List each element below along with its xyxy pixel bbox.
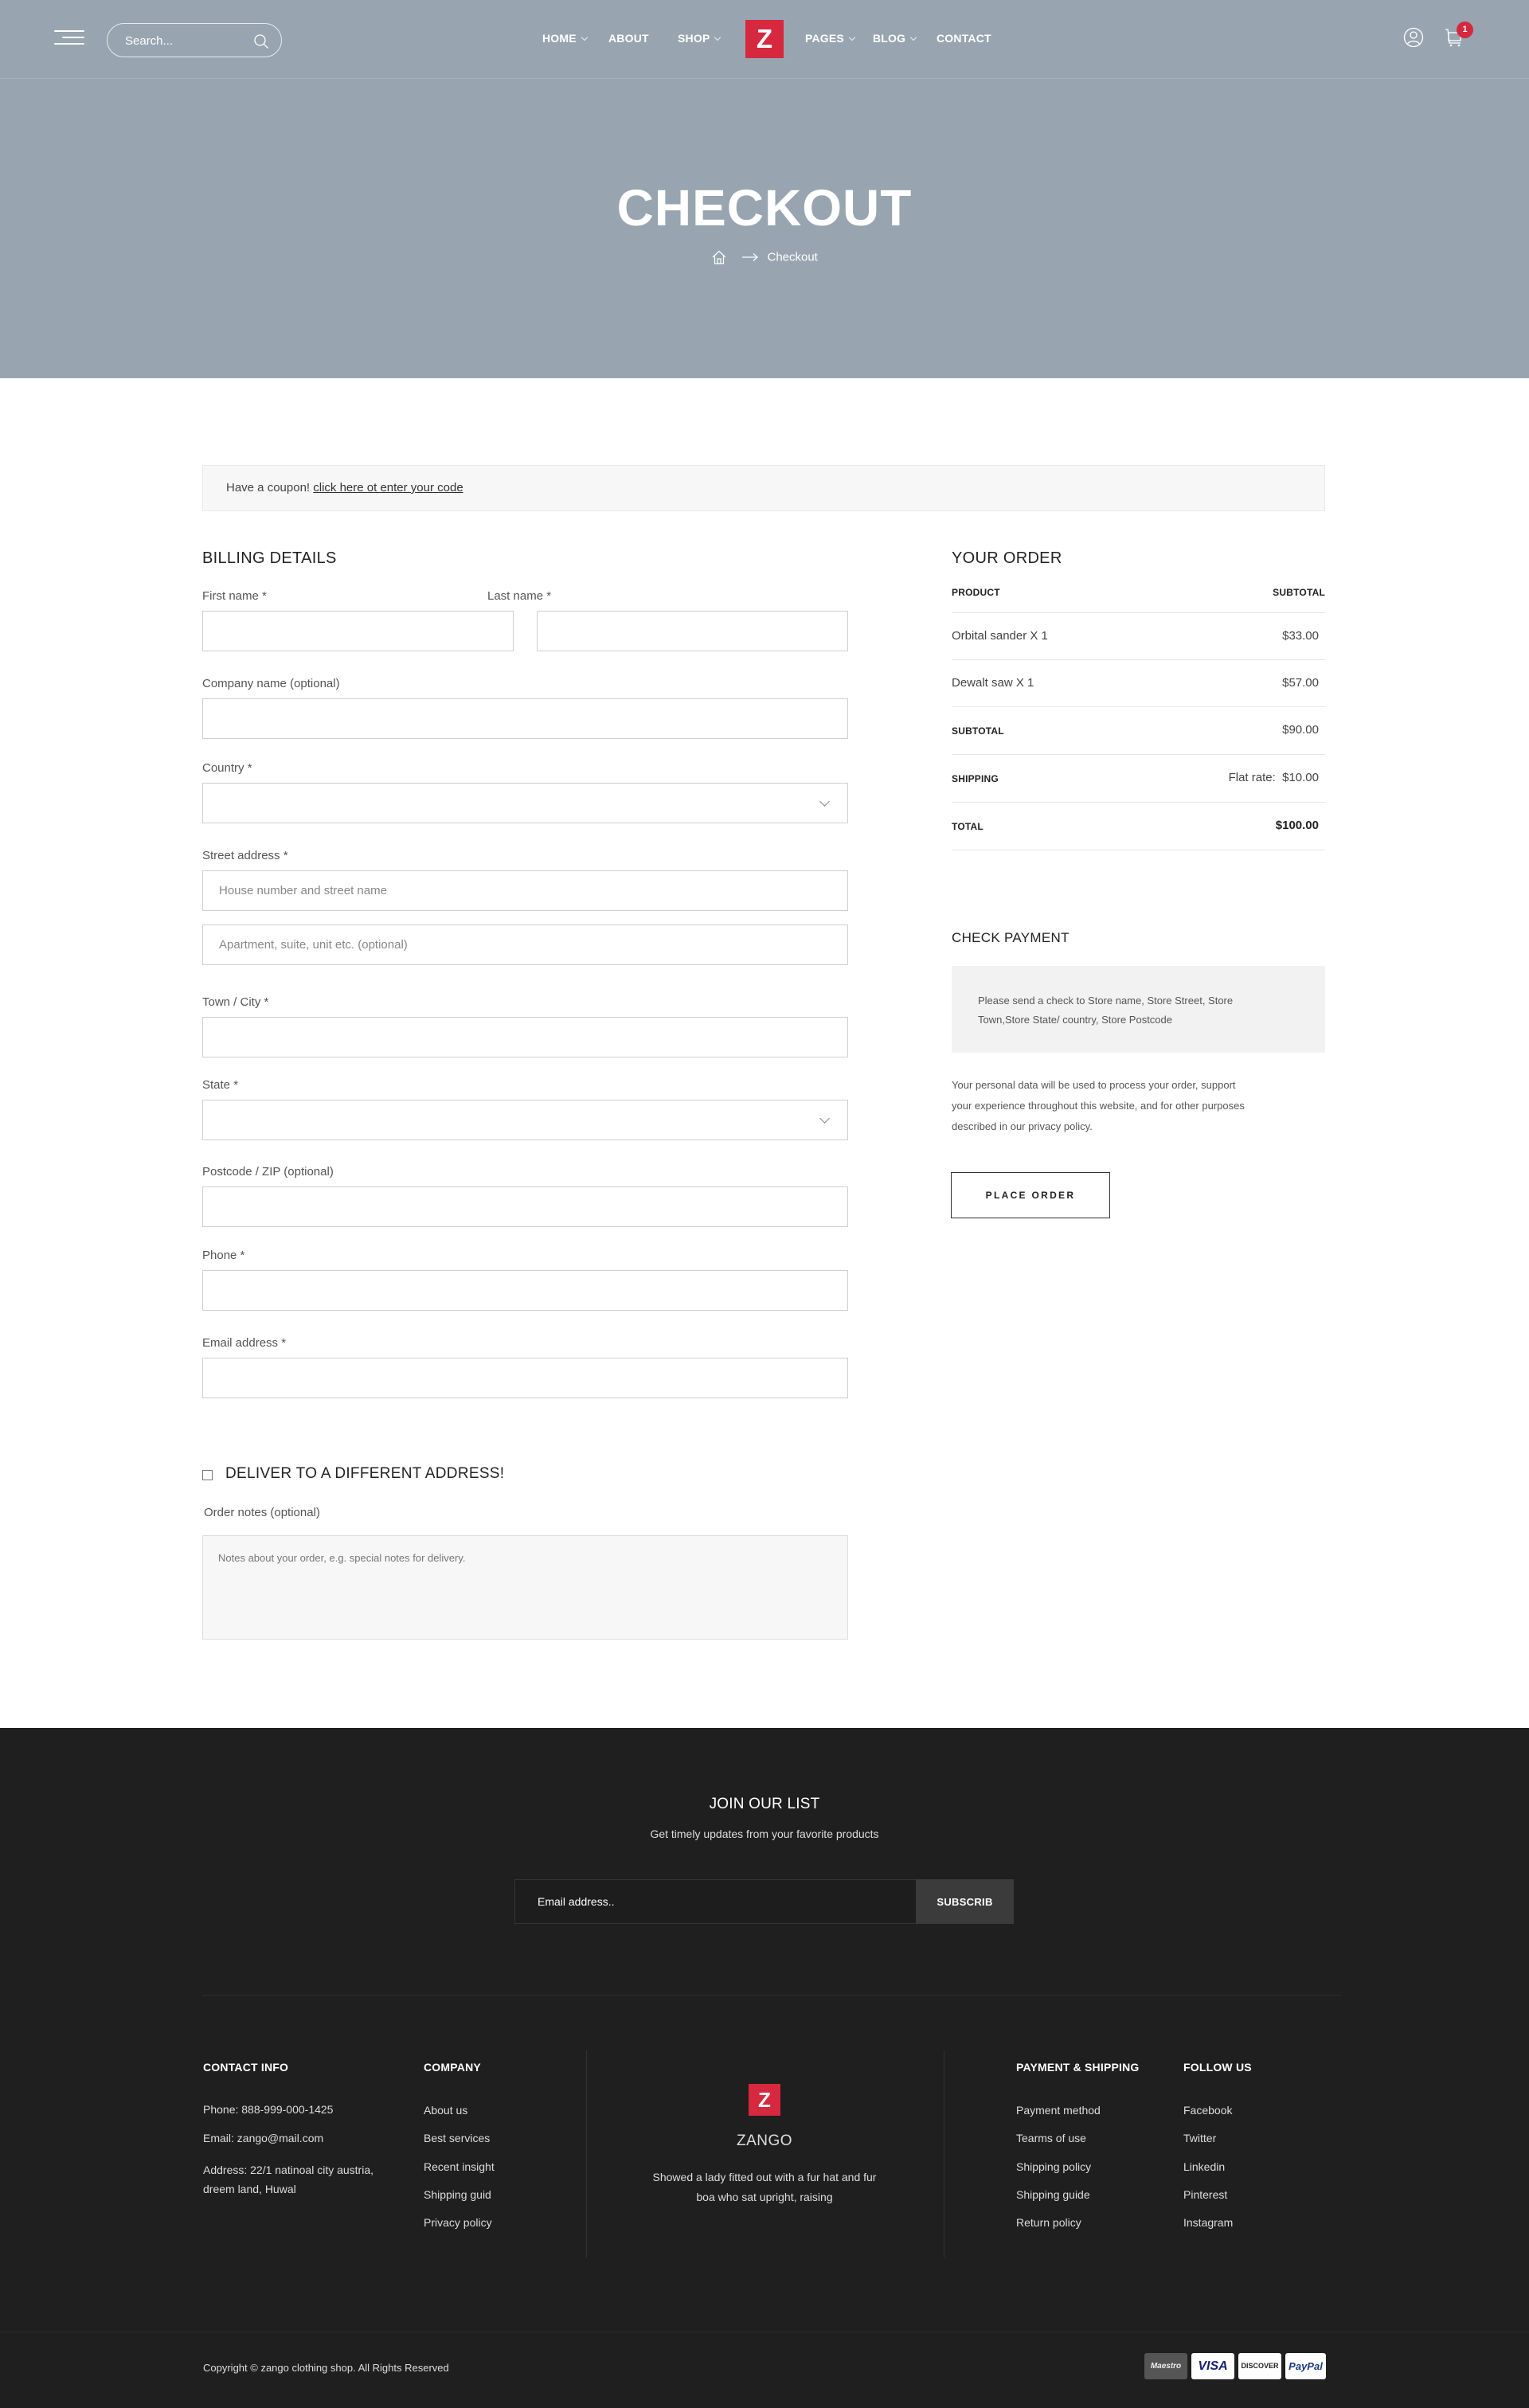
nav-pages-label: PAGES (805, 32, 844, 45)
nav-about[interactable] (608, 32, 649, 45)
nav-home-label: HOME (542, 32, 577, 45)
privacy-notice (952, 1075, 1286, 1137)
top-navigation-bar (0, 0, 1529, 79)
phone-label: Phone * (202, 1249, 245, 1262)
footer-divider (202, 1995, 1341, 1996)
checkout-content (0, 378, 1529, 1728)
order-item-row (952, 660, 1325, 707)
order-summary-table (952, 577, 1325, 850)
order-notes-field[interactable] (202, 1535, 848, 1640)
place-order-button[interactable]: PLACE ORDER (951, 1172, 1110, 1218)
total-label: TOTAL (952, 821, 983, 832)
contact-phone: Phone: 888-999-000-1425 (203, 2103, 334, 2116)
site-footer (0, 1728, 1529, 2408)
deliver-different-address-label[interactable]: DELIVER TO A DIFFERENT ADDRESS! (225, 1465, 505, 1482)
company-name-label: Company name (optional) (202, 677, 340, 690)
country-label: Country * (202, 761, 252, 775)
footer-column-divider (586, 2050, 587, 2258)
order-table-header (952, 577, 1325, 613)
footer-link-shipping-guide[interactable]: Shipping guide (1016, 2188, 1090, 2201)
privacy-notice-line: Your personal data will be used to process your order, support (952, 1079, 1236, 1091)
total-row (952, 803, 1325, 850)
newsletter-subtitle: Get timely updates from your favorite products (650, 1828, 879, 1840)
breadcrumb-current: Checkout (767, 250, 818, 264)
copyright-text: Copyright © zango clothing shop. All Rights Reserved (203, 2362, 449, 2374)
maestro-card-icon: Maestro (1144, 2353, 1187, 2379)
footer-description-line: Showed a lady fitted out with a fur hat and fur (652, 2171, 877, 2183)
footer-link-return-policy[interactable]: Return policy (1016, 2216, 1081, 2229)
footer-link-insight[interactable]: Recent insight (424, 2160, 495, 2173)
social-link-twitter[interactable]: Twitter (1183, 2132, 1217, 2144)
search-input[interactable] (125, 32, 244, 49)
contact-address-line: Address: 22/1 natinoal city austria, (203, 2164, 374, 2176)
town-city-field[interactable] (202, 1017, 848, 1057)
check-payment-line: Please send a check to Store name, Store Street, Store (978, 995, 1234, 1007)
contact-info-title: CONTACT INFO (203, 2061, 289, 2074)
street-address-label: Street address * (202, 849, 288, 862)
footer-link-services[interactable]: Best services (424, 2132, 491, 2144)
postcode-field[interactable] (202, 1186, 848, 1227)
country-select[interactable] (202, 783, 848, 823)
hamburger-menu-icon[interactable] (54, 29, 84, 46)
coupon-link[interactable]: click here ot enter your code (313, 481, 463, 494)
check-payment-title: CHECK PAYMENT (952, 930, 1070, 945)
email-address-field[interactable] (202, 1358, 848, 1398)
user-account-icon[interactable] (1403, 27, 1424, 48)
chevron-down-icon (581, 34, 588, 41)
deliver-different-address-checkbox[interactable] (202, 1470, 213, 1480)
first-name-label: First name * (202, 589, 267, 603)
visa-card-icon: VISA (1191, 2353, 1234, 2379)
privacy-notice-line: described in our privacy policy. (952, 1120, 1093, 1132)
phone-field[interactable] (202, 1270, 848, 1311)
footer-link-payment-method[interactable]: Payment method (1016, 2104, 1101, 2117)
newsletter-title: JOIN OUR LIST (709, 1796, 820, 1812)
nav-blog-label: BLOG (873, 32, 906, 45)
town-city-label: Town / City * (202, 995, 269, 1009)
nav-about-label: ABOUT (608, 32, 649, 45)
footer-brand-name: ZANGO (736, 2132, 793, 2149)
shipping-label: SHIPPING (952, 773, 999, 784)
subtotal-label: SUBTOTAL (952, 725, 1004, 737)
product-column-header: PRODUCT (952, 587, 1000, 598)
order-item-price: $33.00 (1282, 629, 1319, 643)
company-title: COMPANY (424, 2061, 481, 2074)
postcode-label: Postcode / ZIP (optional) (202, 1165, 334, 1179)
your-order-title: YOUR ORDER (952, 549, 1062, 567)
subtotal-column-header: SUBTOTAL (1273, 587, 1325, 598)
footer-link-shipping[interactable]: Shipping guid (424, 2188, 491, 2201)
payment-shipping-title: PAYMENT & SHIPPING (1016, 2061, 1140, 2074)
chevron-down-icon (714, 34, 721, 41)
home-icon[interactable] (711, 249, 727, 265)
hero-banner (0, 0, 1529, 378)
social-link-pinterest[interactable]: Pinterest (1183, 2188, 1228, 2201)
order-item-price: $57.00 (1282, 676, 1319, 690)
first-name-field[interactable] (202, 611, 514, 651)
social-link-linkedin[interactable]: Linkedin (1183, 2160, 1226, 2173)
nav-blog[interactable] (873, 32, 916, 45)
chevron-down-icon (910, 34, 917, 41)
order-notes-label: Order notes (optional) (204, 1506, 320, 1519)
chevron-down-icon (819, 1113, 830, 1124)
chevron-down-icon (849, 34, 855, 41)
social-link-facebook[interactable]: Facebook (1183, 2104, 1233, 2117)
newsletter-form (514, 1879, 1014, 1924)
social-link-instagram[interactable]: Instagram (1183, 2216, 1234, 2229)
subtotal-row (952, 707, 1325, 755)
apartment-field[interactable] (202, 924, 848, 965)
coupon-notice (202, 465, 1325, 511)
total-value: $100.00 (1275, 819, 1319, 832)
last-name-label: Last name * (487, 589, 552, 603)
check-payment-info (952, 966, 1325, 1053)
email-address-label: Email address * (202, 1336, 287, 1350)
breadcrumb (0, 249, 1529, 267)
order-item-name: Orbital sander X 1 (952, 629, 1048, 643)
nav-home[interactable] (542, 32, 587, 45)
check-payment-line: Town,Store State/ country, Store Postcode (978, 1014, 1172, 1026)
chevron-down-icon (819, 796, 830, 807)
footer-brand-description (641, 2168, 888, 2207)
street-address-field[interactable] (202, 870, 848, 911)
footer-link-about[interactable]: About us (424, 2104, 468, 2117)
footer-logo[interactable]: Z (749, 2084, 780, 2116)
shipping-row (952, 755, 1325, 803)
nav-shop[interactable] (678, 32, 720, 45)
last-name-field[interactable] (537, 611, 848, 651)
cart-count-badge: 1 (1457, 22, 1473, 38)
coupon-text: Have a coupon! (226, 481, 311, 494)
nav-contact[interactable] (937, 32, 991, 45)
footer-link-shipping-policy[interactable]: Shipping policy (1016, 2160, 1092, 2173)
footer-link-privacy[interactable]: Privacy policy (424, 2216, 492, 2229)
search-box (107, 23, 282, 57)
follow-us-title: FOLLOW US (1183, 2061, 1252, 2074)
order-item-name: Dewalt saw X 1 (952, 676, 1034, 690)
search-icon[interactable] (253, 33, 269, 49)
arrow-right-icon (741, 252, 759, 262)
shipping-value: Flat rate: $10.00 (1228, 771, 1319, 784)
nav-pages[interactable] (805, 32, 854, 45)
order-item-row (952, 613, 1325, 660)
footer-link-terms[interactable]: Tearms of use (1016, 2132, 1086, 2144)
subtotal-value: $90.00 (1282, 723, 1319, 737)
company-name-field[interactable] (202, 698, 848, 739)
state-label: State * (202, 1078, 239, 1092)
paypal-icon: PayPal (1285, 2353, 1326, 2379)
privacy-notice-line: your experience throughout this website, and for other purposes (952, 1100, 1245, 1112)
contact-address-line: dreem land, Huwal (203, 2183, 296, 2195)
discover-card-icon: DISCOVER (1238, 2353, 1281, 2379)
billing-details-title: BILLING DETAILS (202, 549, 337, 567)
newsletter-email-input[interactable] (514, 1879, 917, 1924)
footer-description-line: boa who sat upright, raising (696, 2191, 833, 2203)
nav-shop-label: SHOP (678, 32, 710, 45)
subscribe-button[interactable]: SUBSCRIB (916, 1879, 1014, 1924)
site-logo[interactable]: Z (745, 20, 784, 58)
page-title: CHECKOUT (616, 179, 913, 236)
nav-contact-label: CONTACT (937, 32, 991, 45)
contact-email: Email: zango@mail.com (203, 2132, 324, 2144)
state-select[interactable] (202, 1100, 848, 1140)
